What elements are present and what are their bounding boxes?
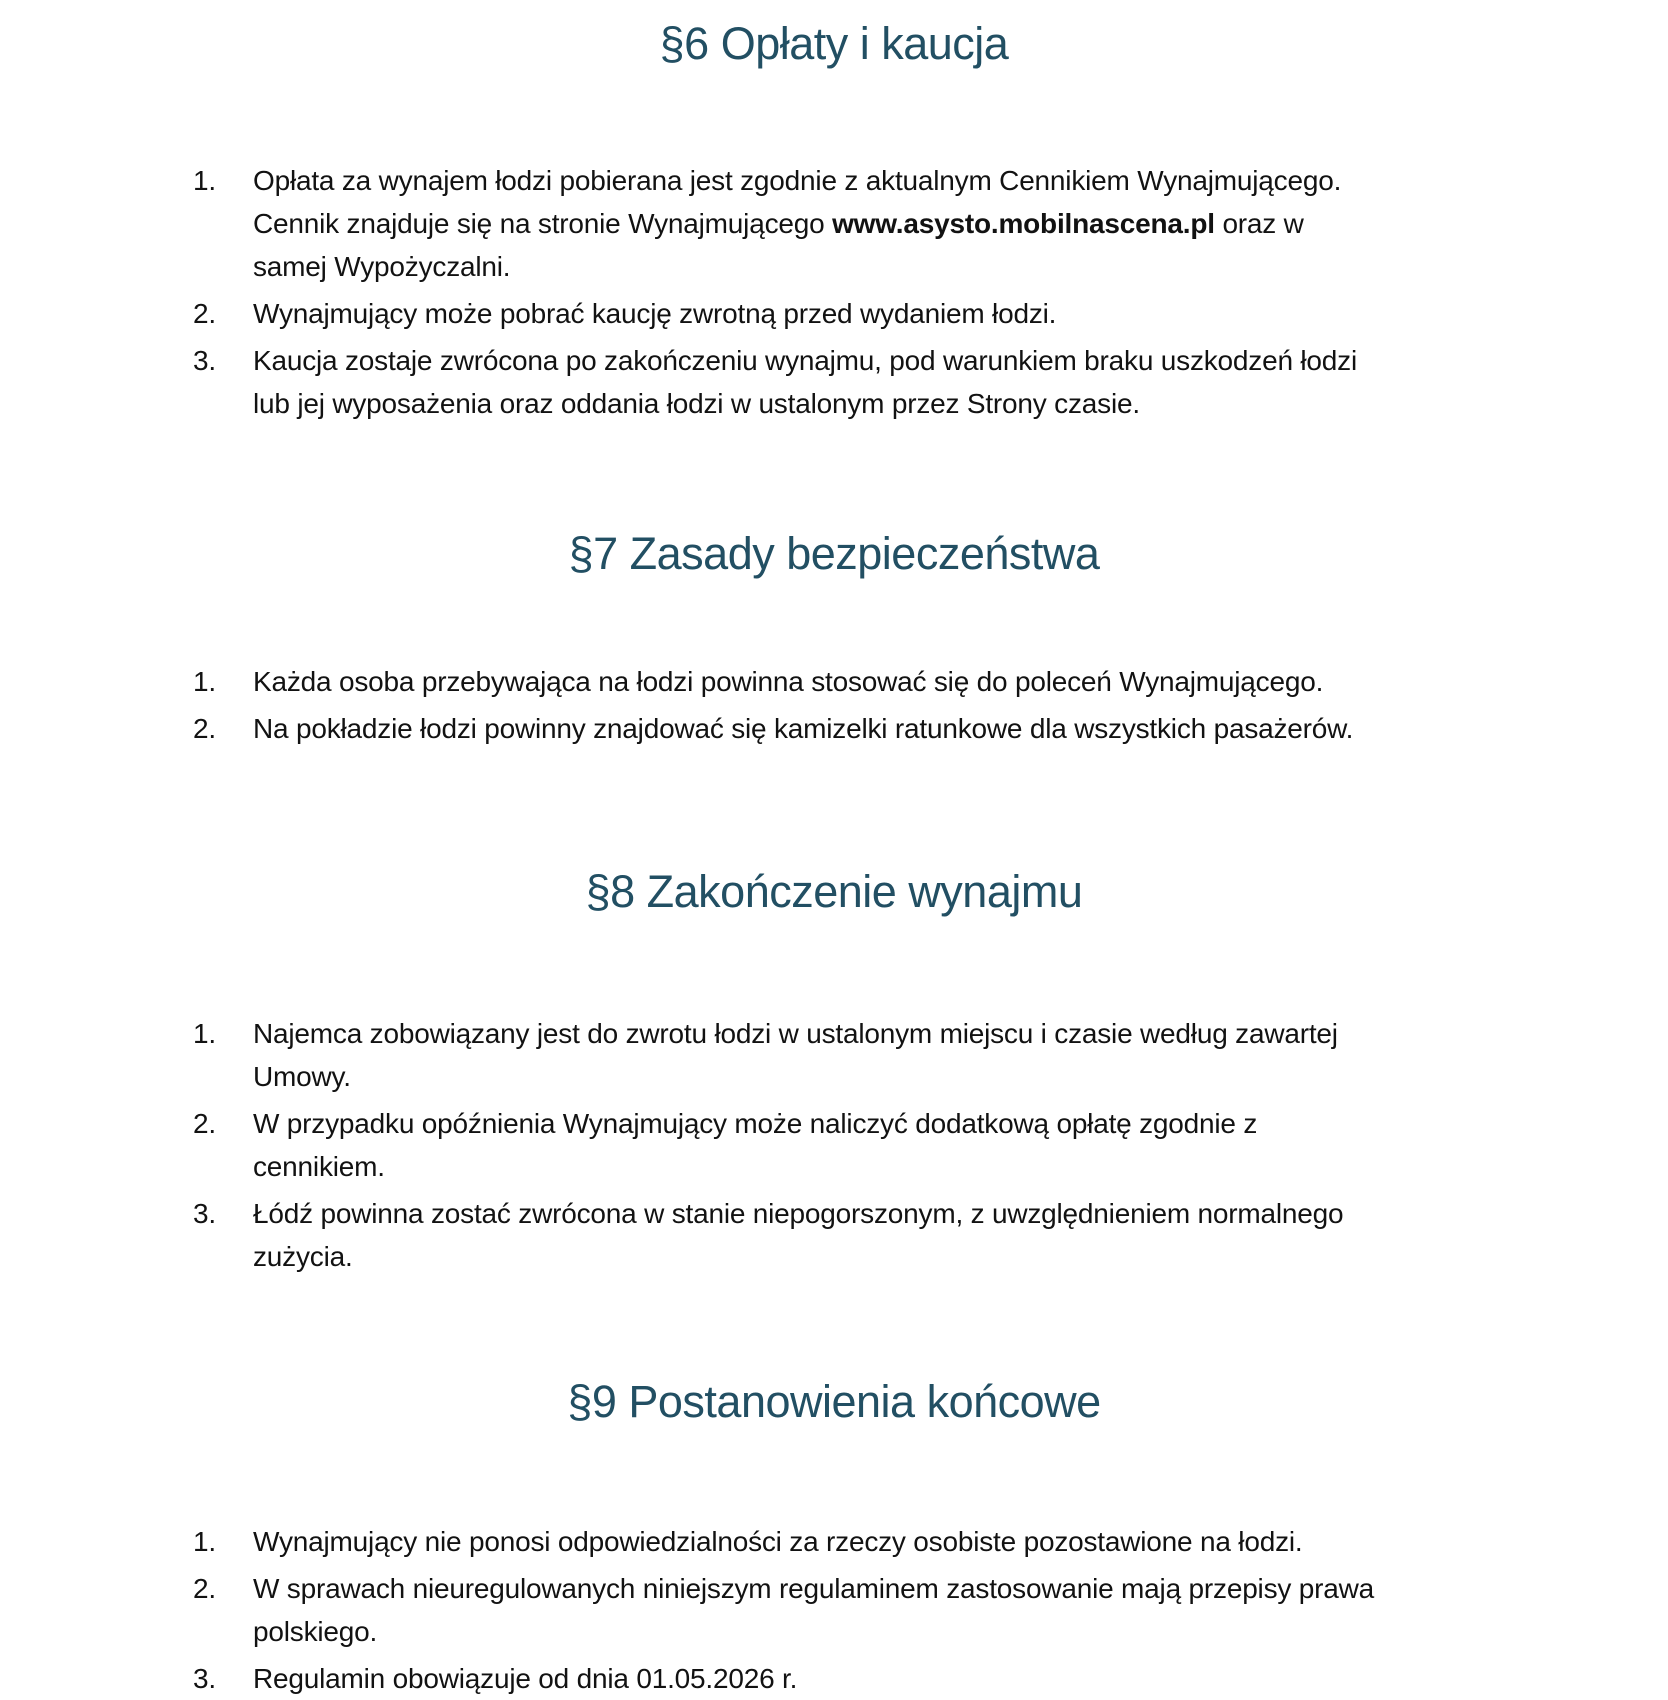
- text-line: [253, 245, 1668, 288]
- list-item: [193, 1657, 1668, 1700]
- regulation-section: [0, 527, 1668, 750]
- text-run: W przypadku opóźnienia Wynajmujący może naliczyć dodatkową opłatę zgodnie z: [253, 1108, 1258, 1139]
- regulation-section: [0, 865, 1668, 1278]
- list-item-number: 2.: [193, 1108, 216, 1139]
- section-heading: §8 Zakończenie wynajmu: [585, 866, 1083, 917]
- text-run: Każda osoba przebywająca na łodzi powinna stosować się do poleceń Wynajmującego.: [253, 666, 1324, 697]
- list-item: [193, 1520, 1668, 1563]
- list-item-number: 1.: [193, 666, 216, 697]
- text-run: W sprawach nieuregulowanych niniejszym regulaminem zastosowanie mają przepisy prawa: [253, 1573, 1375, 1604]
- text-run: lub jej wyposażenia oraz oddania łodzi w ustalonym przez Strony czasie.: [253, 388, 1140, 419]
- list-item: [193, 1012, 1668, 1098]
- list-item-number: 1.: [193, 165, 216, 196]
- text-line: [253, 1055, 1668, 1098]
- website-url: www.asysto.mobilnascena.pl: [832, 208, 1215, 239]
- regulation-section: [0, 17, 1668, 425]
- list-item-number: 2.: [193, 298, 216, 329]
- list-item-number: 1.: [193, 1526, 216, 1557]
- list-item: [193, 660, 1668, 703]
- regulation-section: [0, 1375, 1668, 1700]
- text-run: Opłata za wynajem łodzi pobierana jest zgodnie z aktualnym Cennikiem Wynajmującego.: [253, 165, 1342, 196]
- text-line: [253, 292, 1668, 335]
- text-line: [253, 1012, 1668, 1055]
- text-run: Najemca zobowiązany jest do zwrotu łodzi w ustalonym miejscu i czasie według zawartej: [253, 1018, 1338, 1049]
- text-line: [253, 1520, 1668, 1563]
- text-line: [253, 339, 1668, 382]
- list-item: [193, 159, 1668, 288]
- text-line: [253, 1657, 1668, 1700]
- document-content: [0, 17, 1668, 1700]
- list-item: [193, 1102, 1668, 1188]
- text-run: Cennik znajduje się na stronie Wynajmującego: [253, 208, 833, 239]
- section-heading: §7 Zasady bezpieczeństwa: [568, 528, 1100, 579]
- text-line: [253, 1192, 1668, 1235]
- text-line: [253, 1145, 1668, 1188]
- section-heading: §9 Postanowienia końcowe: [567, 1376, 1101, 1427]
- text-run: Umowy.: [253, 1061, 351, 1092]
- list-item: [193, 1192, 1668, 1278]
- text-run: zużycia.: [253, 1241, 353, 1272]
- text-run: Wynajmujący nie ponosi odpowiedzialności za rzeczy osobiste pozostawione na łodzi.: [253, 1526, 1303, 1557]
- text-line: [253, 1610, 1668, 1653]
- list-item-number: 1.: [193, 1018, 216, 1049]
- list-item-number: 3.: [193, 1198, 216, 1229]
- text-run: Kaucja zostaje zwrócona po zakończeniu wynajmu, pod warunkiem braku uszkodzeń łodzi: [253, 345, 1358, 376]
- numbered-list: [0, 159, 1668, 425]
- text-run: oraz w: [1214, 208, 1304, 239]
- list-item-number: 2.: [193, 1573, 216, 1604]
- text-run: Wynajmujący może pobrać kaucję zwrotną przed wydaniem łodzi.: [253, 298, 1057, 329]
- list-item-number: 3.: [193, 345, 216, 376]
- list-item: [193, 292, 1668, 335]
- text-line: [253, 159, 1668, 202]
- text-line: [253, 660, 1668, 703]
- numbered-list: [0, 660, 1668, 750]
- list-item: [193, 707, 1668, 750]
- text-run: Regulamin obowiązuje od dnia 01.05.2026 r.: [253, 1663, 798, 1694]
- section-heading: §6 Opłaty i kaucja: [659, 18, 1009, 69]
- list-item: [193, 1567, 1668, 1653]
- text-line: [253, 1567, 1668, 1610]
- text-line: [253, 382, 1668, 425]
- text-run: cennikiem.: [253, 1151, 385, 1182]
- list-item: [193, 339, 1668, 425]
- text-run: Na pokładzie łodzi powinny znajdować się kamizelki ratunkowe dla wszystkich pasażerów.: [253, 713, 1354, 744]
- numbered-list: [0, 1012, 1668, 1278]
- list-item-number: 2.: [193, 713, 216, 744]
- text-line: [253, 1102, 1668, 1145]
- text-run: samej Wypożyczalni.: [253, 251, 511, 282]
- text-line: [253, 202, 1668, 245]
- text-line: [253, 707, 1668, 750]
- list-item-number: 3.: [193, 1663, 216, 1694]
- text-run: Łódź powinna zostać zwrócona w stanie niepogorszonym, z uwzględnieniem normalnego: [253, 1198, 1344, 1229]
- text-run: polskiego.: [253, 1616, 378, 1647]
- numbered-list: [0, 1520, 1668, 1700]
- text-line: [253, 1235, 1668, 1278]
